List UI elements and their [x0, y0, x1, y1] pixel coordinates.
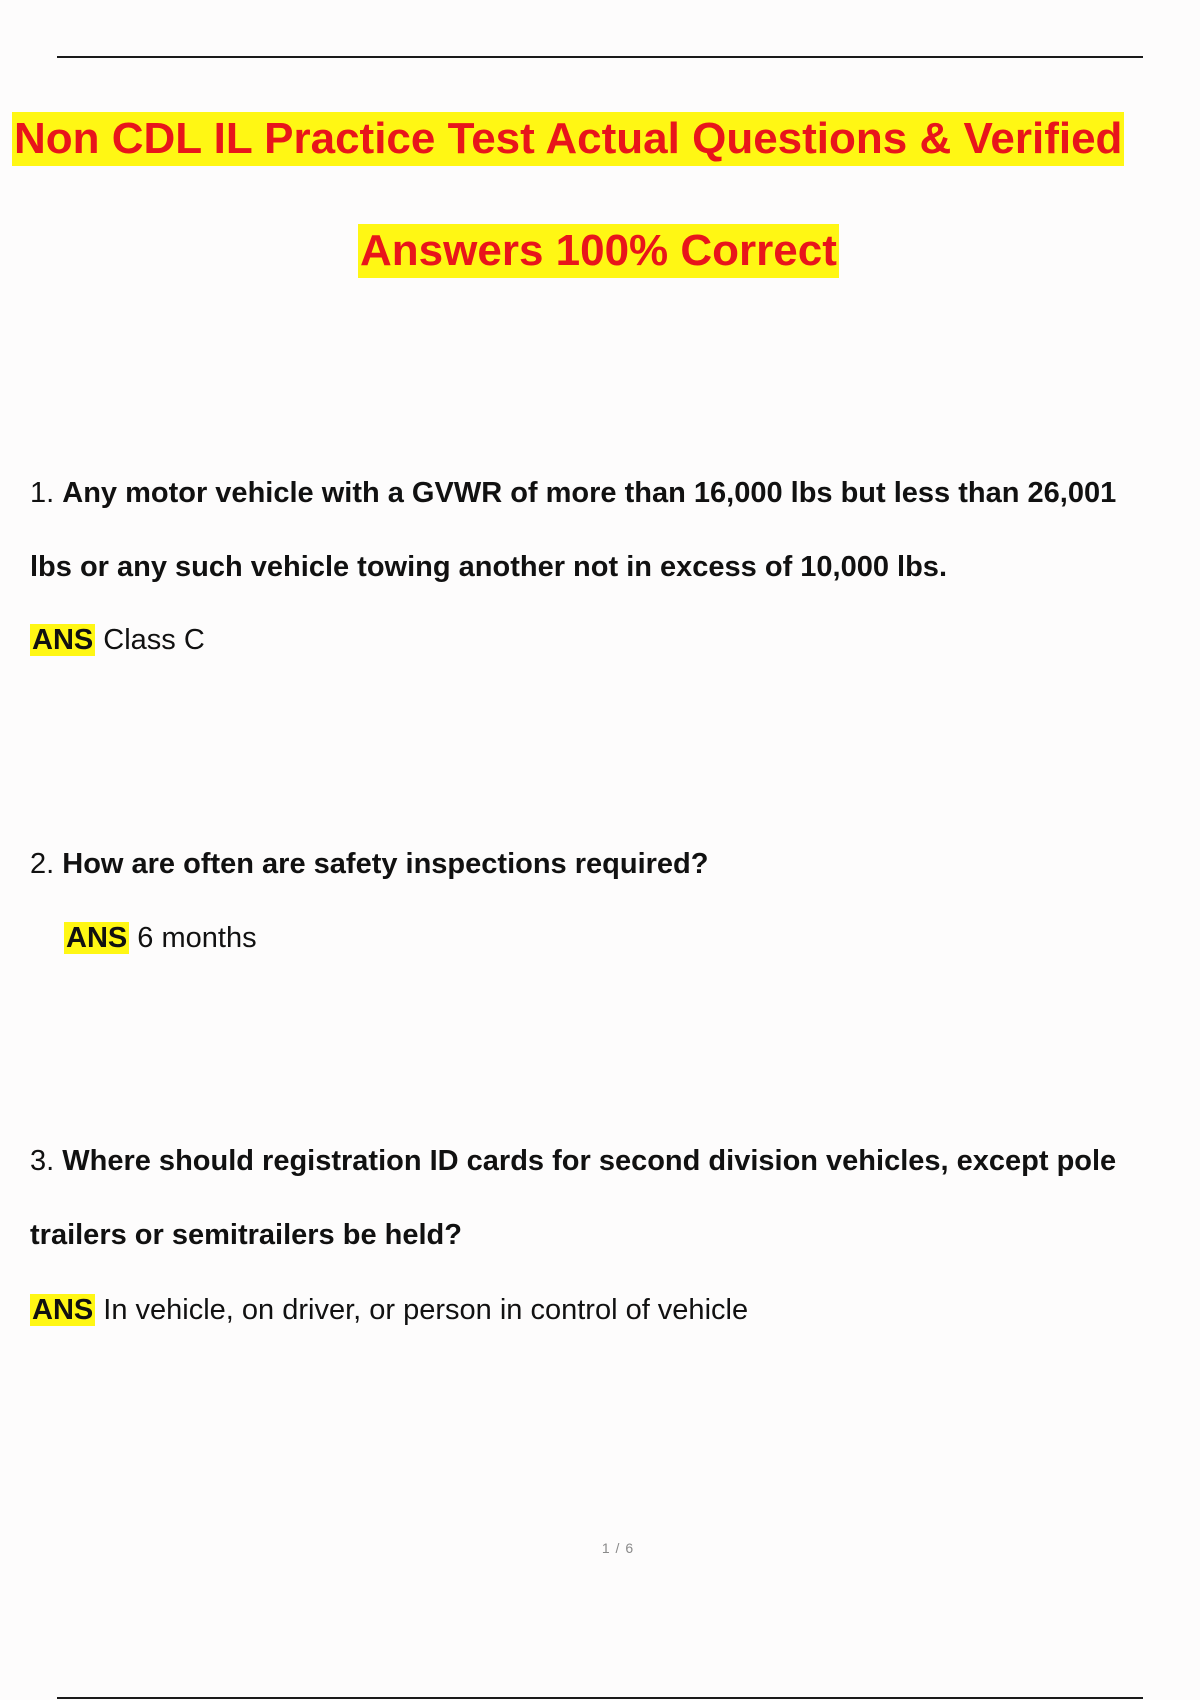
question-number: 2.: [30, 848, 55, 880]
question-text-line-1: Where should registration ID cards for second division vehicles, except pole: [62, 1145, 1117, 1177]
question-number: 3.: [30, 1145, 55, 1177]
question-2: [30, 827, 708, 901]
answer-text: Class C: [103, 624, 205, 656]
question-1: [30, 456, 1116, 604]
document-title-line-1: Non CDL IL Practice Test Actual Questions & Verified: [12, 112, 1124, 166]
question-text-line-2: trailers or semitrailers be held?: [30, 1219, 462, 1251]
answer-2: [64, 918, 257, 958]
answer-label: ANS: [32, 624, 94, 656]
question-text-line-2: lbs or any such vehicle towing another not in excess of 10,000 lbs.: [30, 551, 947, 583]
question-text-line-1: How are often are safety inspections required?: [62, 848, 709, 880]
answer-label: ANS: [66, 922, 128, 954]
answer-1: [30, 620, 205, 660]
answer-label: ANS: [32, 1294, 94, 1326]
header-rule: [57, 56, 1143, 58]
document-title-line-2: Answers 100% Correct: [358, 224, 839, 278]
question-text-line-1: Any motor vehicle with a GVWR of more than 16,000 lbs but less than 26,001: [62, 477, 1117, 509]
page-indicator: 1 / 6: [601, 1540, 635, 1556]
footer-rule: [57, 1697, 1143, 1699]
answer-text: In vehicle, on driver, or person in control of vehicle: [103, 1294, 749, 1326]
answer-3: [30, 1290, 748, 1330]
answer-text: 6 months: [137, 922, 257, 954]
question-3: [30, 1124, 1116, 1272]
question-number: 1.: [30, 477, 55, 509]
